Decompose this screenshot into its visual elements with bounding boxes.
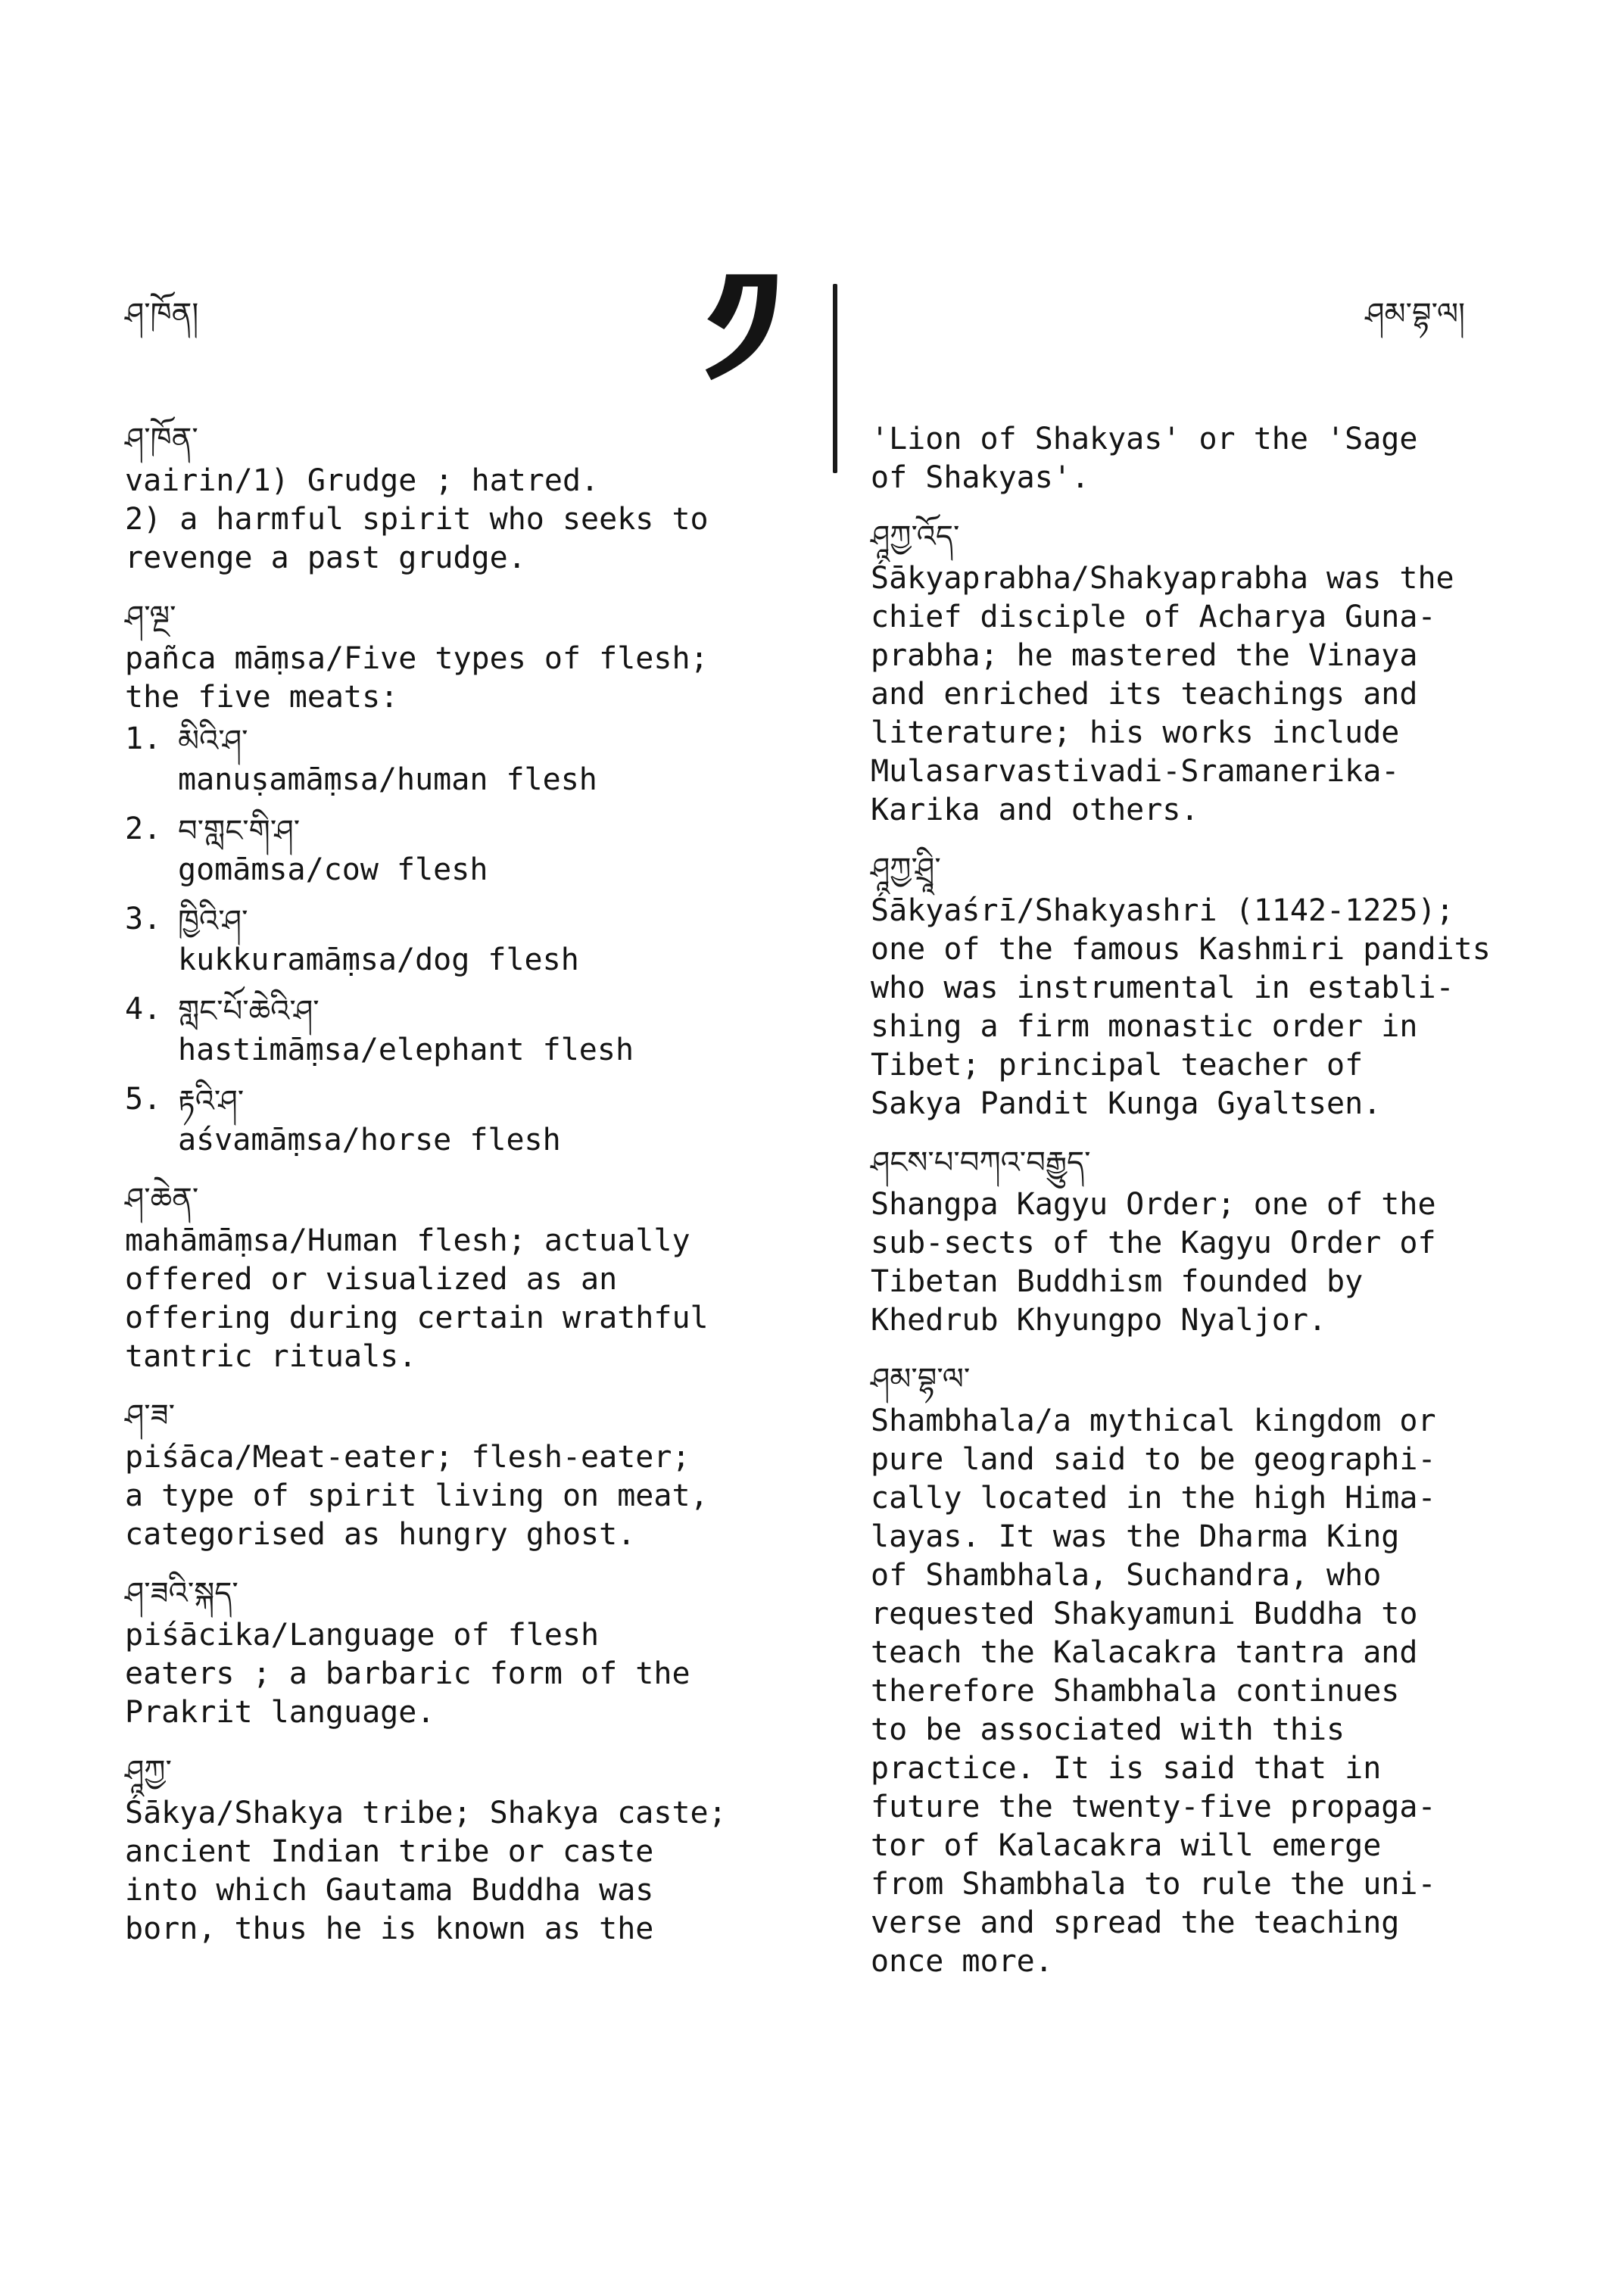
- entry-sha-khon: [125, 424, 799, 578]
- list-item: [125, 990, 799, 1070]
- list-gloss: aśvamāṃsa/horse flesh: [178, 1123, 561, 1157]
- entry-definition: Shangpa Kagyu Order; one of the sub-sects of the Kagyu Order of Tibetan Buddhism founded by Khedrub Khyungpo Nyaljor.: [871, 1187, 1436, 1338]
- entry-definition: Shambhala/a mythical kingdom or pure land said to be geographi- cally located in the high Hima- layas. It was the Dharma King of Shambhala, Suchandra, who requested Shakyamuni Buddha to teach the Kalacakra tantra and therefore Shambhala continues to be associated with this practice. It is said that in future the twenty-five propaga- tor of Kalacakra will emerge from Shambhala to rule the uni- verse and spread the teaching once more.: [871, 1404, 1436, 1979]
- list-gloss: kukkuramāṃsa/dog flesh: [178, 942, 579, 977]
- entry-sha-nga: [125, 602, 799, 1160]
- list-gloss: gomāmsa/cow flesh: [178, 852, 488, 887]
- entry-headword: ཤམ་བྷ་ལ་: [871, 1362, 971, 1397]
- list-number: 2.: [125, 812, 162, 846]
- entry-sha-chen: [125, 1184, 799, 1376]
- five-meats-list: [125, 720, 799, 1160]
- list-headword: མིའི་ཤ་: [178, 724, 248, 759]
- entry-sha-zai-kad: [125, 1578, 799, 1732]
- list-item: [125, 900, 799, 980]
- entry-headword: ཤ་ཟ་: [125, 1398, 176, 1433]
- entry-definition: vairin/1) Grudge ; hatred. 2) a harmful spirit who seeks to revenge a past grudge.: [125, 463, 709, 575]
- list-number: 5.: [125, 1082, 162, 1117]
- entry-sha-za: [125, 1400, 799, 1554]
- entry-headword: ཤ་ལྔ་: [125, 600, 176, 634]
- entry-definition: pañca māṃsa/Five types of flesh; the five meats:: [125, 641, 709, 715]
- list-headword: རྟའི་ཤ་: [178, 1084, 245, 1119]
- list-headword: ཁྱིའི་ཤ་: [178, 904, 248, 939]
- entry-headword: ཤངས་པ་བཀའ་བརྒྱུད་: [871, 1145, 1091, 1180]
- column-divider: [833, 284, 837, 473]
- entry-definition: piśāca/Meat-eater; flesh-eater; a type of spirit living on meat, categorised as hungry ghost.: [125, 1440, 709, 1552]
- entry-shangpa-kagyu: [871, 1145, 1552, 1340]
- list-item: [125, 810, 799, 889]
- entry-definition: Śākyaprabha/Shakyaprabha was the chief disciple of Acharya Guna- prabha; he mastered the Vinaya and enriched its teachings and literature; his works include Mulasarvastivadi-Sramanerika- Karika and others.: [871, 561, 1454, 827]
- list-number: 3.: [125, 902, 162, 936]
- list-headword: གླང་པོ་ཆེའི་ཤ་: [178, 994, 320, 1029]
- entry-shakya: [125, 1756, 799, 1949]
- right-column: [871, 420, 1552, 2005]
- list-gloss: manuṣamāṃsa/human flesh: [178, 762, 597, 797]
- entry-headword: ཤཱཀྱ་འོད་: [871, 519, 960, 554]
- entry-definition: Śākya/Shakya tribe; Shakya caste; ancient Indian tribe or caste into which Gautama Buddha was born, thus he is known as the: [125, 1796, 727, 1946]
- entry-continuation: 'Lion of Shakyas' or the 'Sage of Shakyas'.: [871, 422, 1418, 495]
- entry-shakya-shri: [871, 854, 1552, 1123]
- entry-headword: ཤ་ཆེན་: [125, 1182, 199, 1217]
- list-gloss: hastimāṃsa/elephant flesh: [178, 1033, 634, 1067]
- entry-headword: ཤ་ཟའི་སྐད་: [125, 1576, 238, 1611]
- header-guide-word-right: ཤམ་བྷ་ལ།: [1365, 297, 1465, 332]
- page-number: ༡: [704, 235, 781, 422]
- list-number: 4.: [125, 992, 162, 1027]
- left-column: [125, 424, 799, 1973]
- entry-definition: piśācika/Language of flesh eaters ; a barbaric form of the Prakrit language.: [125, 1618, 690, 1730]
- list-item: [125, 720, 799, 799]
- entry-headword: ཤཱཀྱ་: [125, 1754, 172, 1789]
- entry-headword: ཤ་ཁོན་: [125, 422, 198, 456]
- entry-headword: ཤཱཀྱ་ཤྲཱི་: [871, 852, 941, 886]
- list-headword: བ་གླང་གི་ཤ་: [178, 814, 301, 849]
- list-item: [125, 1080, 799, 1160]
- entry-shambhala: [871, 1364, 1552, 1981]
- entry-definition: Śākyaśrī/Shakyashri (1142-1225); one of the famous Kashmiri pandits who was instrumental in establi- shing a firm monastic order in Tibet; principal teacher of Sakya Pandit Kunga Gyaltsen.: [871, 893, 1491, 1121]
- list-number: 1.: [125, 721, 162, 756]
- entry-shakya-od: [871, 519, 1552, 830]
- header-guide-word-left: ཤ་ཁོན།: [125, 297, 199, 332]
- entry-definition: mahāmāṃsa/Human flesh; actually offered or visualized as an offering during certain wrathful tantric rituals.: [125, 1223, 709, 1374]
